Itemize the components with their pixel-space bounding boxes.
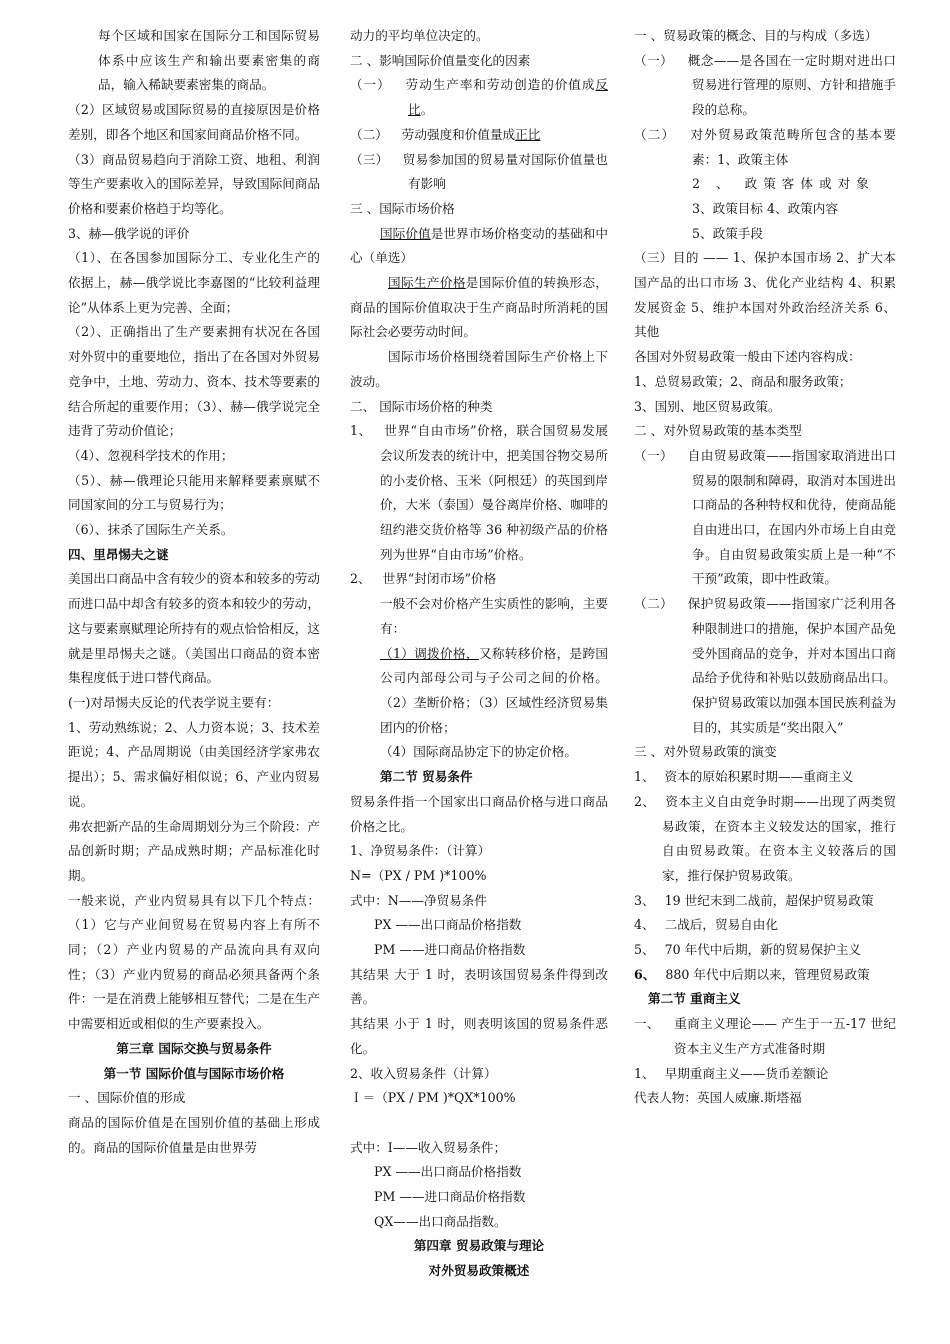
list-text: 对外贸易政策范畴所包含的基本要素：1、政策主体 (689, 126, 897, 167)
list-number: 2、 (350, 571, 371, 587)
column-left (68, 24, 320, 1160)
paragraph (350, 222, 608, 271)
list-number: 3、 (634, 892, 655, 908)
list-text: 概念——是各国在一定时期对进出口贸易进行管理的原则、方针和措施手段的总称。 (687, 52, 896, 118)
list-text: 资本主义自由竞争时期——出现了两类贸易政策，在资本主义较发达的国家，推行自由贸易政策。在资本主义较落后的国家，推行保护贸易政策。 (662, 793, 897, 883)
list-text: 保护贸易政策——指国家广泛利用各种限制进口的措施，保护本国产品免受外国商品的竞争，并对本国出口商品给予优待和补贴以鼓励商品出口。保护贸易政策以加强本国民族利益为目的，其实质是“奖出限入” (687, 596, 896, 735)
list-number: （二） (634, 126, 676, 142)
list-text: 世界“封闭市场”价格 (382, 571, 497, 587)
paragraph: PX ——出口商品价格指数 (374, 917, 522, 933)
subsection-heading: 二、 国际市场价格的种类 (350, 398, 493, 414)
list-text: 重商主义理论—— 产生于一五-17 世纪资本主义生产方式准备时期 (673, 1016, 897, 1056)
list-item (634, 889, 896, 914)
list-number: （一） (634, 447, 674, 463)
blank-line (350, 1111, 608, 1136)
list-text: 劳动强度和价值量成 (401, 126, 516, 142)
subsection-heading: 一 、国际价值的形成 (68, 1090, 186, 1106)
list-text: 劳动生产率和劳动创造的价值成 (404, 77, 596, 93)
list-item (634, 1062, 896, 1087)
list-number: （二） (634, 596, 674, 612)
list-text: 880 年代中后期以来，管理贸易政策 (665, 966, 870, 982)
paragraph: 各国对外贸易政策一般由下述内容构成： (634, 349, 861, 365)
list-item (634, 444, 896, 592)
list-item (634, 790, 896, 889)
list-item (634, 765, 896, 790)
paragraph: 式中：N——净贸易条件 (350, 892, 487, 908)
paragraph-text: 是世界市场价格变动的基础和中心（单选） (350, 225, 609, 266)
paragraph: （6）、抹杀了国际生产关系。 (68, 522, 234, 538)
subsection-heading: 二 、影响国际价值量变化的因素 (350, 52, 531, 68)
paragraph: 3、赫—俄学说的评价 (68, 225, 190, 241)
paragraph: PM ——进口商品价格指数 (374, 1189, 526, 1205)
paragraph: （4）、忽视科学技术的作用； (68, 447, 234, 463)
paragraph (350, 271, 608, 345)
paragraph: (一)对昂惕夫反论的代表学说主要有： (68, 694, 280, 710)
paragraph: 一般来说，产业内贸易具有以下几个特点：（1）它与产业间贸易在贸易内容上有所不同；（2）产业内贸易的产品流向具有双向性；（3）产业内贸易的商品必须具备两个条件：一是在消费上能够相互替代；二是在生产中需要相近或相似的生产要素投入。 (68, 892, 320, 1032)
paragraph: 代表人物：英国人威廉.斯塔福 (634, 1090, 802, 1106)
list-item (350, 419, 608, 567)
paragraph: 动力的平均单位决定的。 (350, 28, 489, 43)
list-text: 2 、 政策客体或对象 (692, 176, 875, 192)
paragraph: （5）、赫—俄理论只能用来解释要素禀赋不同国家间的分工与贸易行为； (68, 472, 320, 513)
underlined-text: 国际生产价格 (388, 275, 466, 291)
subsection-heading: 二 、对外贸易政策的基本类型 (634, 423, 802, 439)
paragraph: （1）、在各国参加国际分工、专业化生产的依据上，赫—俄学说比李嘉图的“比较利益理论”从体系上更为完善、全面； (68, 250, 320, 315)
list-item (634, 1012, 896, 1061)
paragraph: 贸易条件指一个国家出口商品价格与进口商品价格之比。 (350, 793, 608, 834)
paragraph: （2）、正确指出了生产要素拥有状况在各国对外贸中的重要地位，指出了在各国对外贸易竞争中，土地、劳动力、资本、技术等要素的结合所起的重要作用；（3）、赫—俄学说完全违背了劳动价值论； (68, 324, 320, 439)
paragraph: 1、净贸易条件：（计算） (350, 843, 491, 859)
list-item (350, 73, 608, 122)
section-heading: 对外贸易政策概述 (428, 1263, 530, 1279)
paragraph-text: 又称转移价格，是跨国公司内部母公司与子公司之间的价格。（2）垄断价格；（3）区域性经济贸易集团内的价格； (380, 645, 609, 735)
list-text: 资本的原始积累时期——重商主义 (664, 769, 854, 785)
chapter-heading: 第四章 贸易政策与理论 (413, 1238, 545, 1254)
section-heading: 第一节 国际价值与国际市场价格 (103, 1065, 285, 1081)
paragraph: （3）商品贸易趋向于消除工资、地租、利润等生产要素收入的国际差异，导致国际间商品价格和要素价格趋于均等化。 (68, 151, 320, 216)
column-right (634, 24, 896, 1111)
list-item (634, 592, 896, 740)
list-text: 自由贸易政策——指国家取消进出口贸易的限制和障碍，取消对本国进出口商品的各种特权和优待，使商品能自由进出口，在国内外市场上自由竞争。自由贸易政策实质上是一种“不干预”政策，即中性政策。 (687, 447, 896, 587)
section-heading: 第二节 贸易条件 (380, 769, 473, 785)
list-number: （一） (634, 52, 674, 68)
list-text: 世界“自由市场”价格，联合国贸易发展会议所发表的统计中，把美国谷物交易所的小麦价格、玉米（阿根廷）的英国到岸价，大米（泰国）曼谷离岸价格、咖啡的纽约港交货价格等 36 种初级产品的价格列为世界“自由市场”价格。 (380, 423, 608, 562)
underlined-text: 正比 (515, 126, 541, 142)
section-heading (634, 987, 896, 1012)
list-item (634, 963, 896, 988)
list-item (634, 123, 896, 172)
list-item (634, 938, 896, 963)
list-number: 4、 (634, 917, 655, 933)
list-text: 二战后，贸易自由化 (664, 917, 778, 933)
section-heading-text: 第二节 重商主义 (648, 991, 741, 1007)
section-heading: 四、里昂惕夫之谜 (68, 546, 169, 562)
list-text: 70 年代中后期，新的贸易保护主义 (664, 942, 861, 958)
paragraph: （2）区域贸易或国际贸易的直接原因是价格差别，即各个地区和国家间商品价格不同。 (68, 102, 320, 142)
paragraph: 其结果 小于 1 时，则表明该国的贸易条件恶化。 (350, 1016, 608, 1056)
subsection-heading: 三 、国际市场价格 (350, 200, 455, 216)
paragraph: 其结果 大于 1 时，表明该国贸易条件得到改善。 (350, 966, 608, 1007)
list-number: （二） (350, 126, 388, 142)
chapter-heading: 第三章 国际交换与贸易条件 (116, 1040, 272, 1056)
list-text: 3、政策目标 4、政策内容 (692, 200, 838, 216)
paragraph: 1、劳动熟练说；2、人力资本说；3、技术差距说；4、产品周期说（由美国经济学家弗农提出）；5、需求偏好相似说；6、产业内贸易说。 (68, 719, 320, 809)
list-item (634, 913, 896, 938)
list-item (350, 567, 608, 592)
list-number: 一、 (634, 1016, 660, 1032)
paragraph: PX ——出口商品价格指数 (374, 1164, 522, 1180)
paragraph: 3、国别、地区贸易政策。 (634, 398, 781, 414)
paragraph: （4）国际商品协定下的协定价格。 (380, 744, 577, 760)
list-text: 早期重商主义——货币差额论 (664, 1065, 829, 1081)
list-item (350, 123, 608, 148)
list-number: （三） (350, 151, 389, 167)
paragraph: 美国出口商品中含有较少的资本和较多的劳动而进口品中却含有较多的资本和较少的劳动，这与要素禀赋理论所持有的观点恰恰相反，这就是里昂惕夫之谜。（美国出口商品的资本密集程度低于进口替代商品。 (68, 571, 320, 686)
paragraph: 每个区域和国家在国际分工和国际贸易体系中应该生产和输出要素密集的商品，输入稀缺要素密集的商品。 (98, 28, 320, 93)
paragraph: QX——出口商品指数。 (374, 1213, 507, 1229)
paragraph (350, 642, 608, 741)
paragraph: 商品的国际价值是在国别价值的基础上形成的。商品的国际价值量是由世界劳 (68, 1114, 320, 1155)
list-text: 19 世纪末到二战前，超保护贸易政策 (664, 892, 874, 908)
list-number: （一） (350, 77, 391, 93)
column-middle (350, 24, 608, 1284)
paragraph: 式中：I——收入贸易条件； (350, 1139, 507, 1155)
paragraph: （三）目的 —— 1、保护本国市场 2、扩大本国产品的出口市场 3、优化产业结构 4、积累发展资金 5、维护本国对外政治经济关系 6、其他 (634, 250, 896, 340)
paragraph: 一般不会对价格产生实质性的影响，主要有： (380, 596, 608, 636)
paragraph-text: 是国际价值的转换形态，商品的国际价值取决于生产商品时所消耗的国际社会必要劳动时间。 (350, 275, 609, 340)
underlined-text: 反比 (408, 77, 609, 118)
formula: N=（PX / PM )*100% (350, 867, 487, 883)
paragraph: 2、收入贸易条件（计算） (350, 1065, 497, 1081)
list-item (634, 49, 896, 123)
underlined-text: 国际价值 (380, 225, 431, 241)
list-item (350, 148, 608, 197)
list-number: 1、 (350, 423, 372, 439)
paragraph: 弗农把新产品的生命周期划分为三个阶段：产品创新时期；产品成熟时期；产品标准化时期。 (68, 818, 320, 883)
list-text: 。 (420, 102, 434, 118)
subsection-heading: 一 、贸易政策的概念、目的与构成（多选） (634, 28, 878, 43)
list-number: 5、 (634, 942, 655, 958)
paragraph: PM ——进口商品价格指数 (374, 942, 526, 958)
underlined-text: （1）调拨价格， (380, 645, 479, 661)
formula: Ｉ＝（PX / PM )*QX*100% (350, 1090, 516, 1106)
list-number: 1、 (634, 1065, 655, 1081)
list-number: 2、 (634, 793, 656, 809)
list-text: 贸易参加国的贸易量对国际价值量也有影响 (402, 151, 609, 192)
paragraph: 1、总贸易政策；2、商品和服务政策； (634, 373, 852, 389)
subsection-heading: 三 、对外贸易政策的演变 (634, 744, 777, 760)
list-number: 1、 (634, 769, 655, 785)
paragraph: 国际市场价格围绕着国际生产价格上下波动。 (350, 349, 608, 389)
list-number: 6、 (634, 966, 656, 982)
list-text: 5、政策手段 (692, 225, 763, 241)
